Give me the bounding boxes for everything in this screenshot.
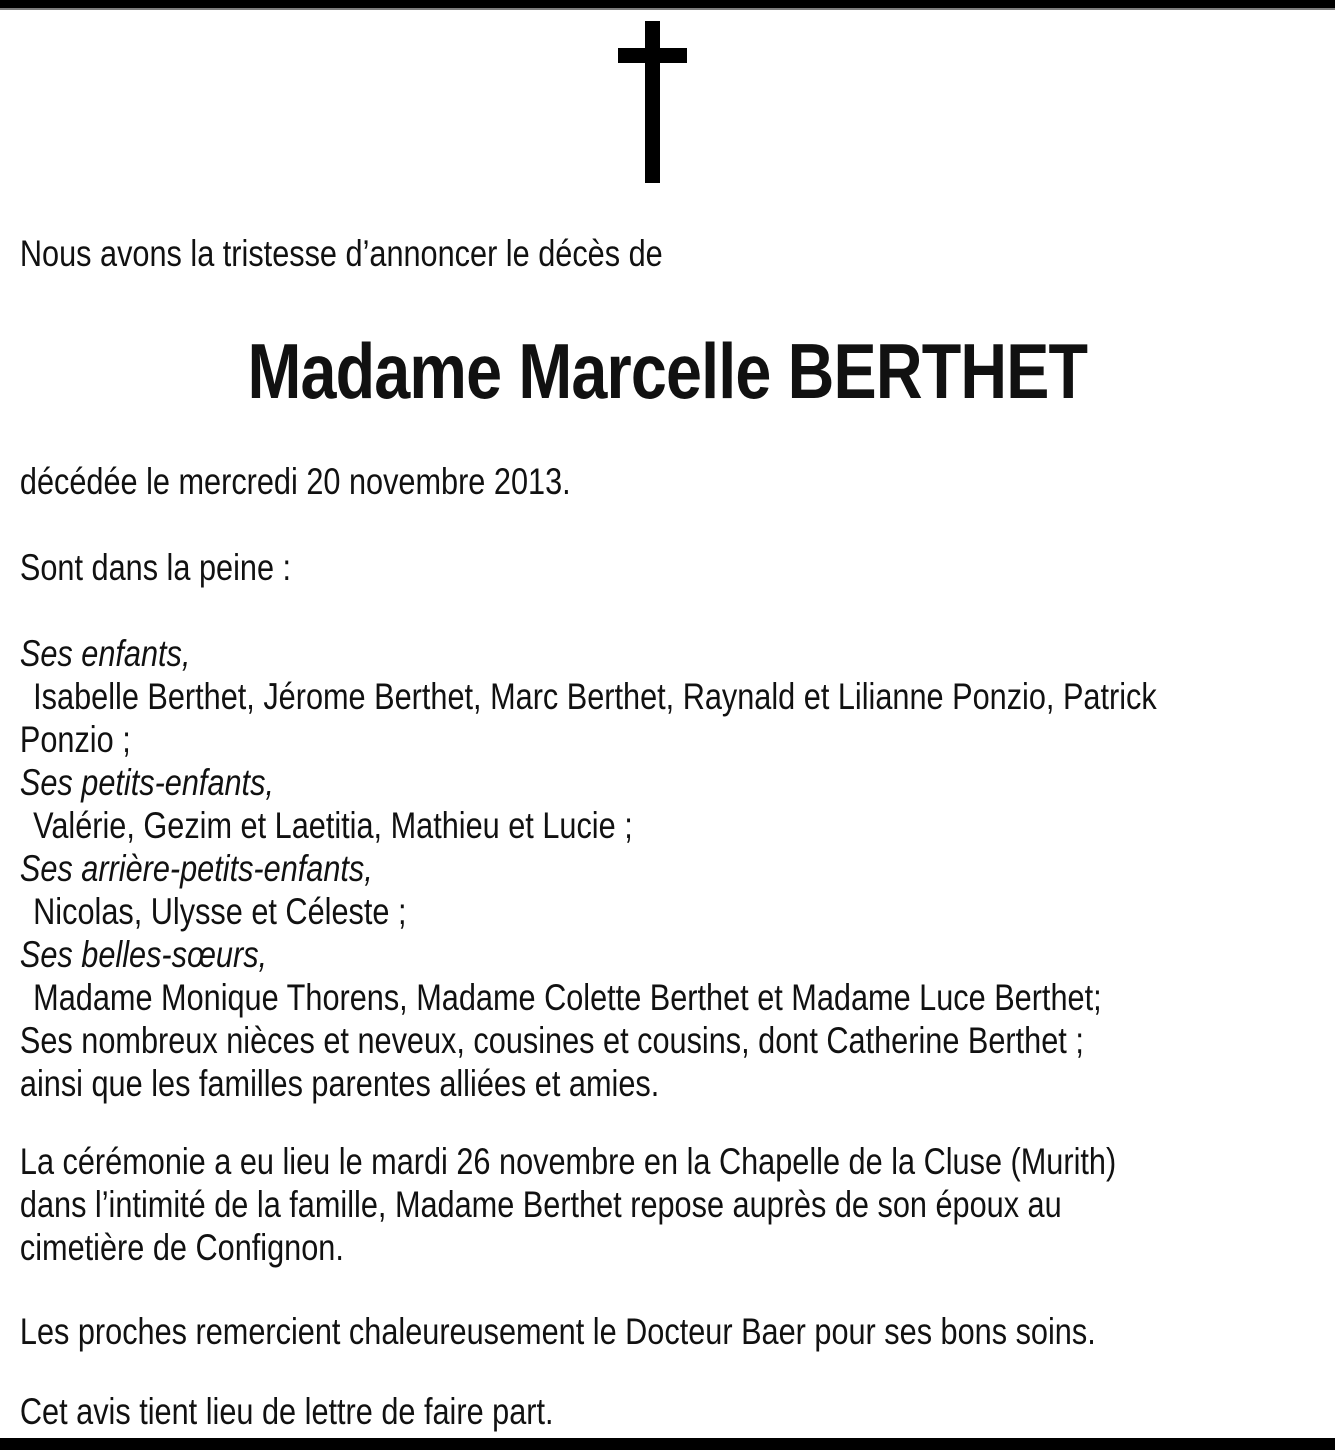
death-date-line: décédée le mercredi 20 novembre 2013. — [19, 461, 571, 502]
ceremony-line: dans l’intimité de la famille, Madame Berthet repose auprès de son époux au — [19, 1184, 1062, 1225]
family-names-line: Ponzio ; — [19, 719, 131, 760]
family-group-label: Ses arrière-petits-enfants, — [19, 848, 373, 889]
grief-intro-line: Sont dans la peine : — [19, 547, 292, 588]
family-list — [0, 632, 1335, 1105]
family-names-line: Madame Monique Thorens, Madame Colette Berthet et Madame Luce Berthet; — [33, 977, 1102, 1018]
family-names-line: Nicolas, Ulysse et Céleste ; — [33, 891, 407, 932]
thanks-line: Les proches remercient chaleureusement le Docteur Baer pour ses bons soins. — [19, 1311, 1096, 1352]
closing-line: Cet avis tient lieu de lettre de faire part. — [19, 1391, 554, 1432]
relatives-line: Ses nombreux nièces et neveux, cousines et cousins, dont Catherine Berthet ; — [19, 1020, 1084, 1061]
family-group-label: Ses enfants, — [19, 633, 191, 674]
ceremony-paragraph — [0, 1140, 1335, 1269]
deceased-name: Madame Marcelle BERTHET — [247, 327, 1088, 415]
family-group-label: Ses petits-enfants, — [19, 762, 274, 803]
ceremony-line: cimetière de Confignon. — [19, 1227, 344, 1268]
ceremony-line: La cérémonie a eu lieu le mardi 26 novembre en la Chapelle de la Cluse (Murith) — [19, 1141, 1117, 1182]
bottom-bar — [0, 1438, 1335, 1450]
family-names-line: Valérie, Gezim et Laetitia, Mathieu et Lucie ; — [33, 805, 633, 846]
family-names-line: Isabelle Berthet, Jérome Berthet, Marc Berthet, Raynald et Lilianne Ponzio, Patrick — [33, 676, 1157, 717]
family-group-label: Ses belles-sœurs, — [19, 934, 268, 975]
intro-line: Nous avons la tristesse d’annoncer le décès de — [19, 233, 663, 274]
relatives-line: ainsi que les familles parentes alliées et amies. — [19, 1063, 660, 1104]
